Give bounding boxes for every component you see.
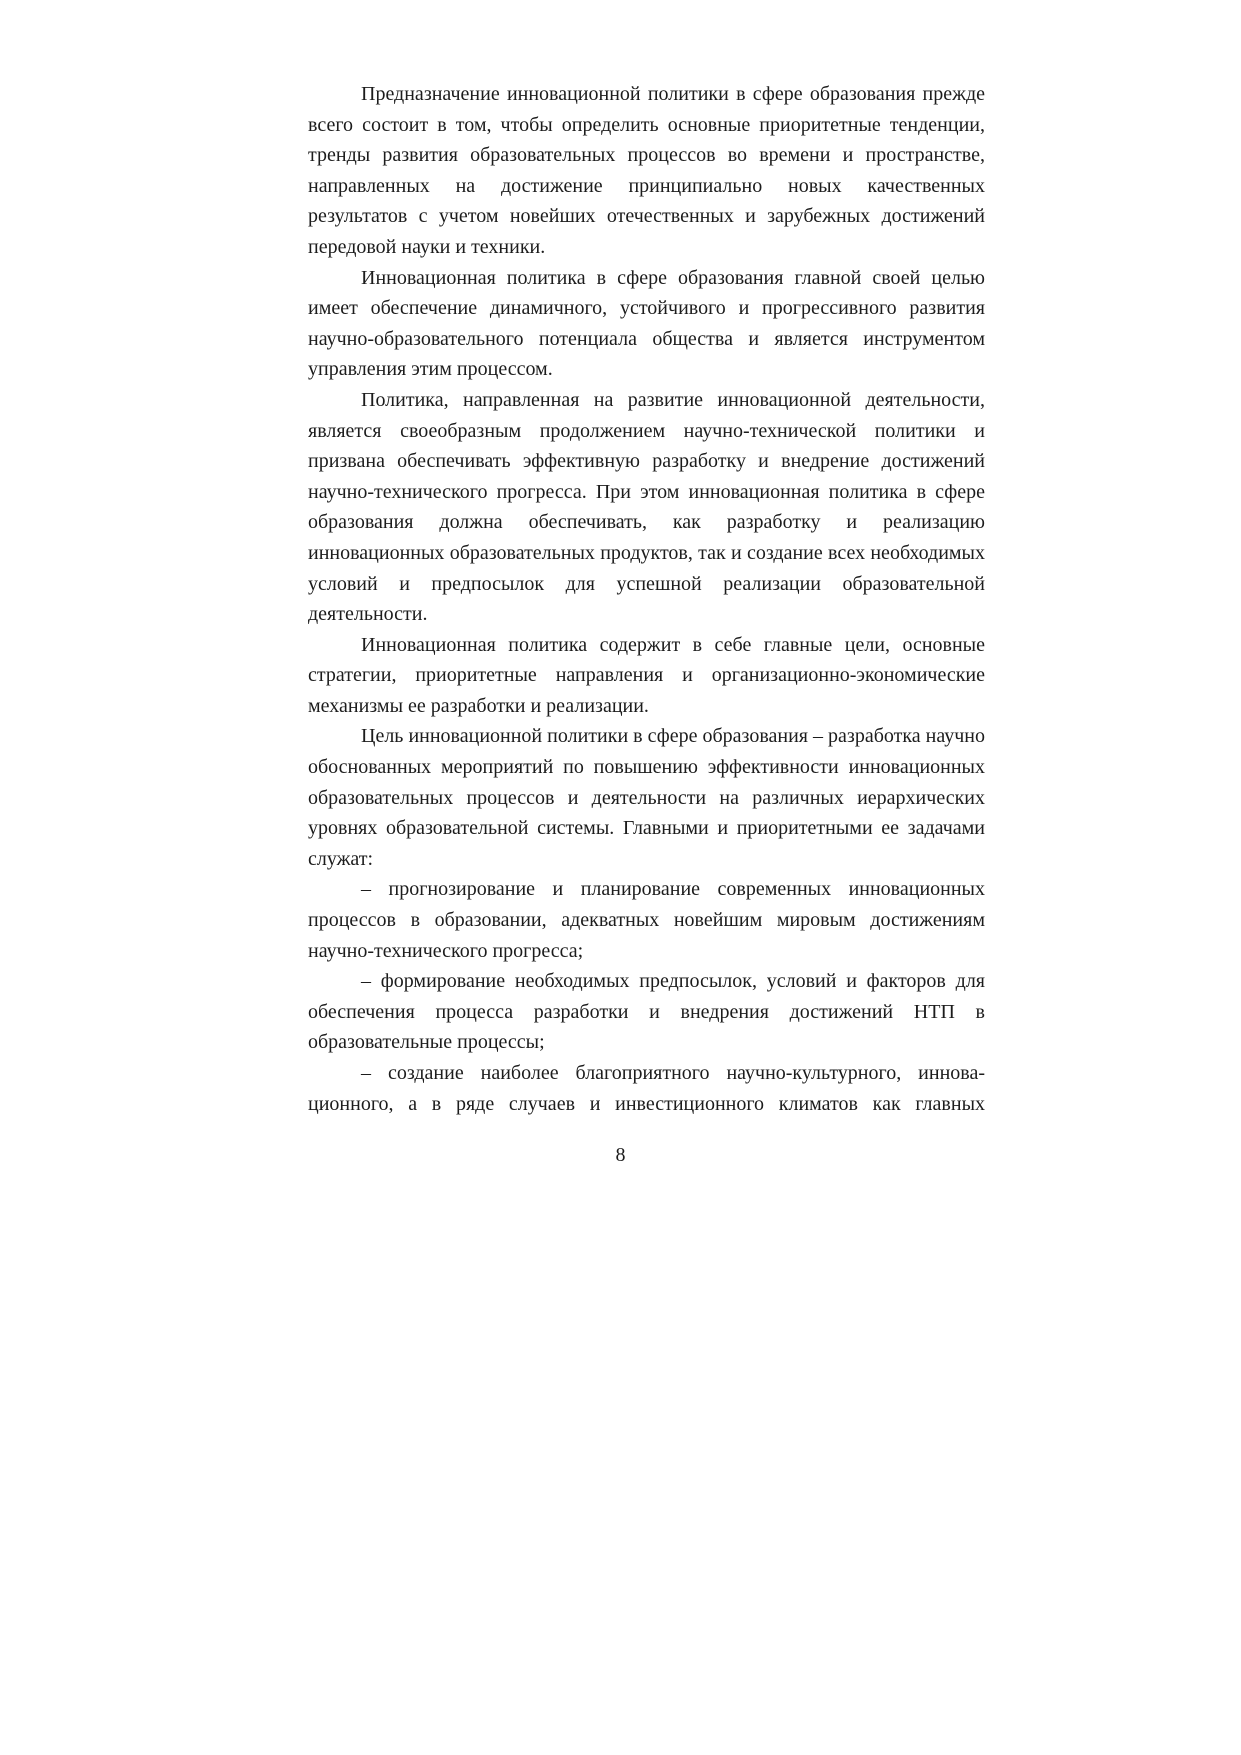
- paragraph-policy: Политика, направленная на развитие инновационной деятельности, является своеобразным продолжением научно-технической политики и призвана обеспечивать эффективную разработку и внедрение достижений научно-технического прогресса. При этом инновационная политика в сфере образования должна обеспечивать, как разработку и реализацию инновационных образовательных продуктов, так и создание всех необходимых условий и предпосылок для успешной реализации образовательной деятельности.: [308, 388, 985, 626]
- list-item-climate: – создание наиболее благоприятного научно-культурного, инновационного, а в ряде случаев и инвестиционного климатов как главных: [308, 1062, 985, 1115]
- paragraph-objective: Цель инновационной политики в сфере образования – разработка научно обоснованных мероприятий по повышению эффективности инновационных образовательных процессов и деятельности на различных иерархических уровнях образовательной системы. Главными и приоритетными ее задачами служат:: [308, 725, 985, 870]
- body-text: [308, 79, 985, 1119]
- list-item-preconditions: – формирование необходимых предпосылок, условий и факторов для обеспечения процесса разработки и внедрения достижений НТП в образовательные процессы;: [308, 970, 985, 1054]
- page-number: 8: [615, 1144, 626, 1166]
- paragraph-goal: Инновационная политика в сфере образования главной своей целью имеет обеспечение динамичного, устойчивого и прогрессивного развития научно-образовательного потенциала общества и является инструментом управления этим процессом.: [308, 266, 985, 381]
- paragraph-purpose: Предназначение инновационной политики в сфере образования прежде всего состоит в том, чтобы определить основные приоритетные тенденции, тренды развития образовательных процессов во времени и пространстве, направленных на достижение принципиально новых качественных результатов с учетом новейших отечественных и зарубежных достижений передовой науки и техники.: [308, 83, 985, 258]
- paragraph-content: Инновационная политика содержит в себе главные цели, основные стратегии, приоритетные направления и организационно-экономические механизмы ее разработки и реализации.: [308, 633, 985, 717]
- list-item-forecasting: – прогнозирование и планирование современных инновационных процессов в образовании, адекватных новейшим мировым достижениям научно-технического прогресса;: [308, 878, 985, 962]
